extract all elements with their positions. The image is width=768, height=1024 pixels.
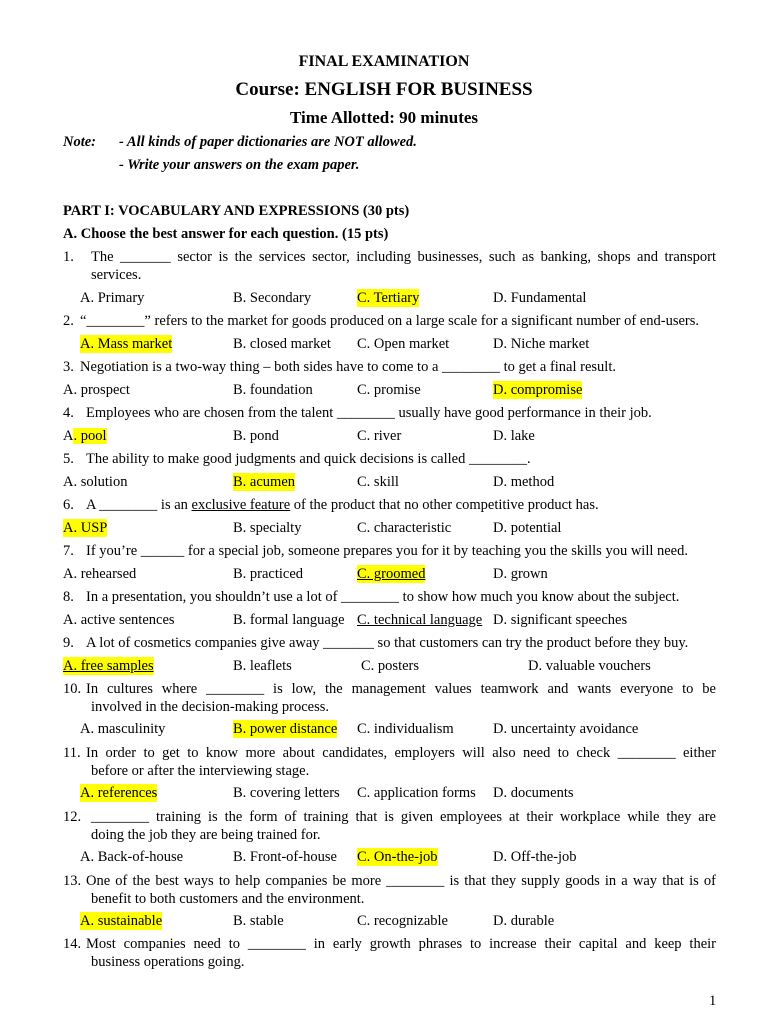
course-title: Course: ENGLISH FOR BUSINESS: [235, 79, 533, 100]
option-c: C. Open market: [357, 336, 450, 352]
note-line-2: - Write your answers on the exam paper.: [119, 157, 360, 173]
option-b-highlighted: B. acumen: [233, 474, 296, 490]
question-9-number: 9.: [63, 635, 74, 651]
option-c-underlined: C. technical language: [357, 612, 483, 628]
option-b: B. stable: [233, 913, 284, 929]
option-a: A. masculinity: [80, 721, 166, 737]
question-text-continued: before or after the interviewing stage.: [91, 763, 310, 779]
question-number: 13.: [63, 873, 82, 889]
exam-title: FINAL EXAMINATION: [298, 53, 470, 70]
question-6-text: [86, 496, 599, 514]
section-heading: A. Choose the best answer for each question. (15 pts): [63, 226, 389, 242]
option-a-highlighted: A. references: [80, 785, 158, 801]
option-b: B. covering letters: [233, 785, 340, 801]
option-a: [63, 427, 107, 445]
question-text-part: of the product that no other competitive product has.: [290, 497, 599, 513]
option-a: A. prospect: [63, 382, 130, 398]
question-text: One of the best ways to help companies be more ________ is that they supply goods in a way that is of: [86, 873, 716, 889]
option-d: D. Niche market: [493, 336, 590, 352]
question-2-number: 2.: [63, 313, 74, 329]
question-6-number: 6.: [63, 497, 74, 513]
question-number: 10.: [63, 681, 82, 697]
time-allotted: Time Allotted: 90 minutes: [289, 108, 479, 127]
option-d: D. lake: [493, 428, 535, 444]
option-a: A. active sentences: [63, 612, 175, 628]
option-d: D. significant speeches: [493, 612, 628, 628]
option-d: D. Off-the-job: [493, 849, 577, 865]
option-d: D. durable: [493, 913, 555, 929]
option-c: C. promise: [357, 382, 421, 398]
option-b: B. leaflets: [233, 658, 292, 674]
question-text-continued: benefit to both customers and the environment.: [91, 891, 365, 907]
question-text-continued: services.: [91, 267, 142, 283]
note-line-1: - All kinds of paper dictionaries are NOT allowed.: [119, 134, 417, 150]
question-text: In cultures where ________ is low, the management values teamwork and wants everyone to be: [86, 681, 716, 697]
question-7-text: If you’re ______ for a special job, someone prepares you for it by teaching you the skills you will need.: [86, 543, 688, 559]
option-d: D. grown: [493, 566, 548, 582]
question-text: The _______ sector is the services sector, including businesses, such as banking, shops and transport: [91, 249, 716, 265]
option-c-highlighted: C. Tertiary: [357, 290, 420, 306]
option-b: B. formal language: [233, 612, 345, 628]
option-a-highlighted: A. Mass market: [80, 336, 173, 352]
option-c: C. recognizable: [357, 913, 448, 929]
option-a-highlighted: A. sustainable: [80, 913, 163, 929]
option-b: B. closed market: [233, 336, 331, 352]
question-text-continued: doing the job they are being trained for.: [91, 827, 321, 843]
option-d: D. documents: [493, 785, 574, 801]
question-5-number: 5.: [63, 451, 74, 467]
option-d: D. uncertainty avoidance: [493, 721, 639, 737]
question-number: 14.: [63, 936, 82, 952]
option-a: A. rehearsed: [63, 566, 137, 582]
question-4-number: 4.: [63, 405, 74, 421]
question-8-text: In a presentation, you shouldn’t use a lot of ________ to show how much you know about the subject.: [86, 589, 680, 605]
question-3-number: 3.: [63, 359, 74, 375]
option-c: C. individualism: [357, 721, 454, 737]
option-b: B. foundation: [233, 382, 313, 398]
option-a-highlighted: . pool: [73, 428, 107, 444]
question-7-number: 7.: [63, 543, 74, 559]
question-4-text: Employees who are chosen from the talent ________ usually have good performance in their job.: [86, 405, 652, 421]
option-a-highlighted: A. free samples: [63, 658, 154, 674]
underlined-phrase: exclusive feature: [191, 497, 291, 513]
question-3-text: Negotiation is a two-way thing – both sides have to come to a ________ to get a final result.: [80, 359, 616, 375]
option-d: D. potential: [493, 520, 562, 536]
question-2-text: “________” refers to the market for goods produced on a large scale for a significant number of end-users.: [80, 313, 699, 329]
option-c-highlighted: C. groomed: [357, 566, 426, 582]
question-text: Most companies need to ________ in early growth phrases to increase their capital and keep their: [86, 936, 716, 952]
option-c: C. skill: [357, 474, 399, 490]
question-number: 12.: [63, 809, 82, 825]
page-number: 1: [709, 993, 717, 1009]
note-label: Note:: [63, 134, 97, 150]
question-text-part: A ________ is an: [86, 497, 192, 513]
option-c: C. posters: [361, 658, 419, 674]
option-b: B. Secondary: [233, 290, 312, 306]
part-title: PART I: VOCABULARY AND EXPRESSIONS (30 pts): [63, 203, 410, 219]
option-c-highlighted: C. On-the-job: [357, 849, 438, 865]
option-a: A. solution: [63, 474, 128, 490]
question-5-text: The ability to make good judgments and quick decisions is called ________.: [86, 451, 531, 467]
option-b: B. specialty: [233, 520, 302, 536]
option-d: D. valuable vouchers: [528, 658, 651, 674]
question-text: In order to get to know more about candidates, employers will also need to check ________ either: [86, 745, 716, 761]
option-c: C. characteristic: [357, 520, 452, 536]
option-a: A. Back-of-house: [80, 849, 184, 865]
option-b: B. practiced: [233, 566, 304, 582]
question-text-continued: business operations going.: [91, 954, 245, 970]
option-d: D. method: [493, 474, 555, 490]
option-c: C. application forms: [357, 785, 476, 801]
option-d-highlighted: D. compromise: [493, 382, 583, 398]
option-d: D. Fundamental: [493, 290, 587, 306]
question-text-continued: involved in the decision-making process.: [91, 699, 329, 715]
question-8-number: 8.: [63, 589, 74, 605]
option-b: B. pond: [233, 428, 279, 444]
option-a-highlighted: A. USP: [63, 520, 108, 536]
question-text: ________ training is the form of training that is given employees at their workplace while they are: [91, 809, 716, 825]
option-b-highlighted: B. power distance: [233, 721, 338, 737]
option-b: B. Front-of-house: [233, 849, 337, 865]
option-a-letter: A: [63, 428, 74, 444]
question-9-text: A lot of cosmetics companies give away _______ so that customers can try the product before they buy.: [86, 635, 689, 651]
option-c: C. river: [357, 428, 402, 444]
option-a: A. Primary: [80, 290, 145, 306]
question-number: 11.: [63, 745, 81, 761]
question-number: 1.: [63, 249, 74, 265]
